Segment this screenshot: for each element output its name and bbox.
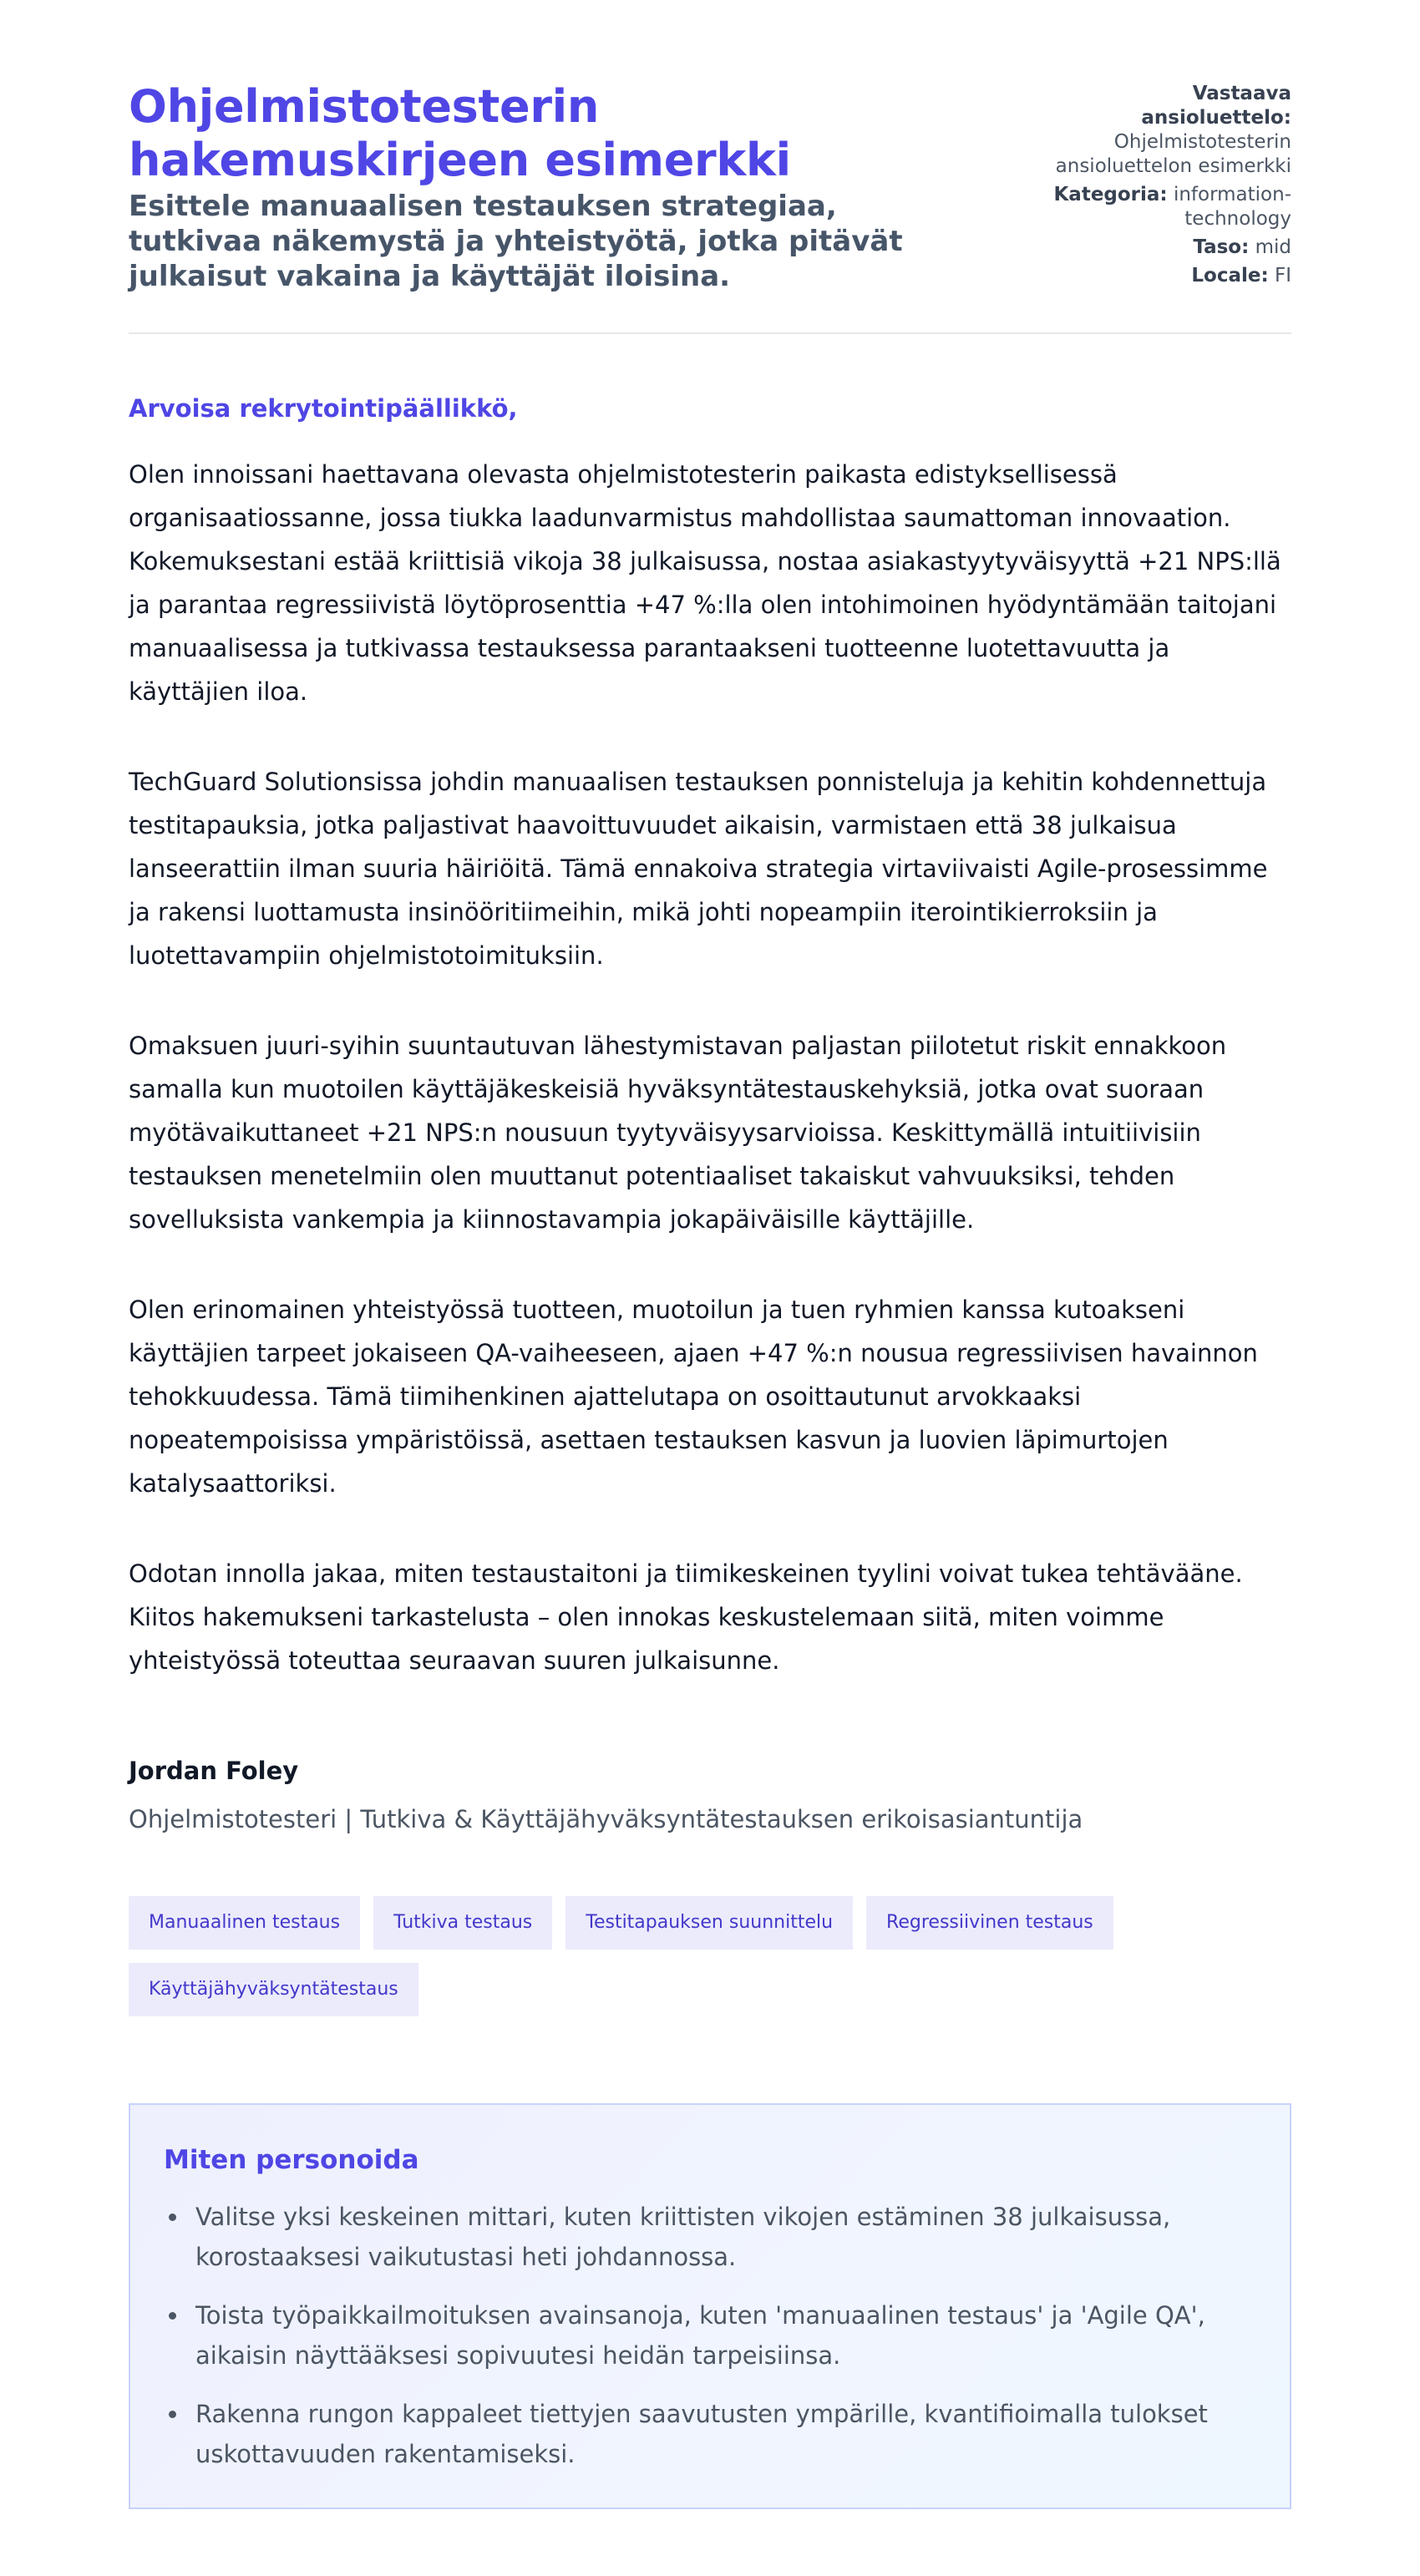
meta-category-value: information-technology xyxy=(1173,184,1291,230)
page-subtitle: Esittele manuaalisen testauksen strategiaa, tutkivaa näkemystä ja yhteistyötä, jotka pitävät julkaisut vakaina ja käyttäjät iloisina. xyxy=(129,190,903,293)
tips-list xyxy=(164,2197,1256,2474)
meta-level-label: Taso: xyxy=(1193,236,1250,258)
letter-paragraph: Olen innoissani haettavana olevasta ohjelmistotesterin paikasta edistyksellisessä organisaatiossanne, jossa tiukka laadunvarmistus mahdollistaa saumattoman innovaation. Kokemuksestani estää kriittisiä vikoja 38 julkaisussa, nostaa asiakastyytyväisyyttä +21 NPS:llä ja parantaa regressiivistä löytöprosenttia +47 %:lla olen intohimoinen hyödyntämään taitojani manuaalisessa ja tutkivassa testauksessa parantaakseni tuotteenne luotettavuutta ja käyttäjien iloa. xyxy=(129,460,1281,706)
signature-block xyxy=(129,1754,1291,1836)
signature-name: Jordan Foley xyxy=(129,1757,299,1785)
tips-list-item: Rakenna rungon kappaleet tiettyjen saavutusten ympärille, kvantifioimalla tulokset uskottavuuden rakentamiseksi. xyxy=(164,2394,1256,2474)
meta-category xyxy=(1049,183,1291,231)
personalization-tips-box xyxy=(129,2103,1291,2509)
meta-locale-value: FI xyxy=(1274,265,1291,287)
header-titles xyxy=(129,80,972,294)
meta-level-value: mid xyxy=(1255,236,1291,258)
skill-tags xyxy=(129,1896,1198,2016)
meta-locale-label: Locale: xyxy=(1191,265,1269,287)
letter-paragraph: Olen erinomainen yhteistyössä tuotteen, muotoilun ja tuen ryhmien kanssa kutoakseni käyttäjien tarpeet jokaiseen QA-vaiheeseen, ajaen +47 %:n nousua regressiivisen havainnon tehokkuudessa. Tämä tiimihenkinen ajattelutapa on osoittautunut arvokkaaksi nopeatempoisissa ympäristöissä, asettaen testauksen kasvun ja luovien läpimurtojen katalysaattoriksi. xyxy=(129,1296,1258,1498)
skill-tag: Testitapauksen suunnittelu xyxy=(565,1896,853,1950)
signature-title: Ohjelmistotesteri | Tutkiva & Käyttäjähyväksyntätestauksen erikoisasiantuntija xyxy=(129,1805,1083,1833)
letter-paragraph: TechGuard Solutionsissa johdin manuaalisen testauksen ponnisteluja ja kehitin kohdennettuja testitapauksia, jotka paljastivat haavoittuvuudet aikaisin, varmistaen että 38 julkaisua lanseerattiin ilman suuria häiriöitä. Tämä ennakoiva strategia virtaviivaisti Agile-prosessimme ja rakensi luottamusta insinööritiimeihin, mikä johti nopeampiin iterointikierroksiin ja luotettavampiin ohjelmistotoimituksiin. xyxy=(129,768,1268,970)
metadata-panel xyxy=(1049,80,1291,292)
page-title: Ohjelmistotesterin hakemuskirjeen esimerkki xyxy=(129,80,791,186)
meta-resume xyxy=(1049,82,1291,179)
meta-level xyxy=(1049,236,1291,260)
meta-resume-label: Vastaava ansioluettelo: xyxy=(1141,83,1291,129)
skill-tag: Tutkiva testaus xyxy=(373,1896,552,1950)
meta-locale xyxy=(1049,264,1291,288)
letter-body xyxy=(129,393,1291,1682)
letter-paragraph: Omaksuen juuri-syihin suuntautuvan lähestymistavan paljastan piilotetut riskit ennakkoon samalla kun muotoilen käyttäjäkeskeisiä hyväksyntätestauskehyksiä, jotka ovat suoraan myötävaikuttaneet +21 NPS:n nousuun tyytyväisyysarvioissa. Keskittymällä intuitiivisiin testauksen menetelmiin olen muuttanut potentiaaliset takaiskut vahvuuksiksi, tehden sovelluksista vankempia ja kiinnostavampia jokapäiväisille käyttäjille. xyxy=(129,1032,1227,1234)
tips-list-item: Toista työpaikkailmoituksen avainsanoja, kuten 'manuaalinen testaus' ja 'Agile QA', aikaisin näyttääksesi sopivuutesi heidän tarpeisiinsa. xyxy=(164,2295,1256,2376)
page-header xyxy=(129,80,1291,334)
skill-tag: Regressiivinen testaus xyxy=(866,1896,1113,1950)
letter-greeting: Arvoisa rekrytointipäällikkö, xyxy=(129,394,518,423)
skill-tag: Manuaalinen testaus xyxy=(129,1896,360,1950)
letter-paragraph: Odotan innolla jakaa, miten testaustaitoni ja tiimikeskeinen tyylini voivat tukea tehtävääne. Kiitos hakemukseni tarkastelusta – olen innokas keskustelemaan siitä, miten voimme yhteistyössä toteuttaa seuraavan suuren julkaisunne. xyxy=(129,1559,1243,1675)
tips-title: Miten personoida xyxy=(164,2145,419,2175)
skill-tag: Käyttäjähyväksyntätestaus xyxy=(129,1963,418,2016)
tips-list-item: Valitse yksi keskeinen mittari, kuten kriittisten vikojen estäminen 38 julkaisussa, korostaaksesi vaikutustasi heti johdannossa. xyxy=(164,2197,1256,2277)
meta-resume-value: Ohjelmistotesterin ansioluettelon esimerkki xyxy=(1055,131,1291,177)
meta-category-label: Kategoria: xyxy=(1053,184,1168,205)
